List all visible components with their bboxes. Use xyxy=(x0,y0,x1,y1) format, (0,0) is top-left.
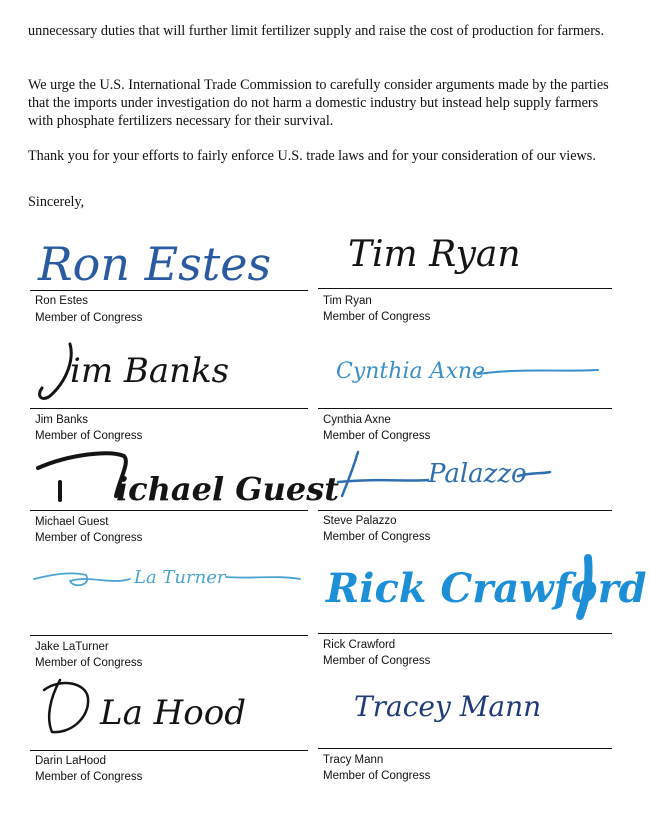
signature-line xyxy=(30,635,308,636)
letter-paragraph-2: We urge the U.S. International Trade Commission to carefully consider arguments made by the parties that the imports under investigation do not harm a domestic industry but instead help supply farmers with phosphate fertilizers necessary for their survival. xyxy=(28,77,609,129)
signature-jake-laturner-script: La Turner xyxy=(134,567,226,588)
signature-michael-guest-script: ichael Guest xyxy=(116,470,340,508)
letter-paragraph-3: Thank you for your efforts to fairly enforce U.S. trade laws and for your consideration of our views. xyxy=(28,148,596,164)
signature-cynthia-axne-script: Cynthia Axne xyxy=(336,359,486,384)
signature-darin-lahood-script: La Hood xyxy=(100,693,247,733)
signature-jim-banks xyxy=(30,338,320,408)
signature-line xyxy=(318,288,612,289)
signer-title: Member of Congress xyxy=(35,312,143,324)
signer-name: Tracy Mann xyxy=(323,754,384,766)
signature-line xyxy=(318,510,612,511)
signer-name: Ron Estes xyxy=(35,295,89,307)
signature-rick-crawford xyxy=(318,545,647,625)
signature-stroke xyxy=(34,573,130,585)
signature-jake-laturner xyxy=(30,545,320,615)
signature-steve-palazzo-script: Palazzo xyxy=(428,459,527,489)
signer-title: Member of Congress xyxy=(35,430,143,442)
signature-stroke xyxy=(226,577,300,579)
signer-title: Member of Congress xyxy=(323,430,431,442)
signer-name: Rick Crawford xyxy=(323,639,396,651)
signature-tim-ryan xyxy=(318,222,608,292)
signer-title: Member of Congress xyxy=(323,770,431,782)
signature-line xyxy=(318,633,612,634)
signer-name: Jake LaTurner xyxy=(35,641,109,653)
signature-line xyxy=(30,290,308,291)
signature-line xyxy=(318,408,612,409)
signature-tracy-mann xyxy=(318,668,608,738)
signature-cynthia-axne xyxy=(318,338,608,408)
signature-tracy-mann-script: Tracey Mann xyxy=(354,690,542,723)
signature-darin-lahood xyxy=(30,668,320,748)
signer-title: Member of Congress xyxy=(323,655,431,667)
signer-title: Member of Congress xyxy=(35,657,143,669)
signature-jim-banks-script: im Banks xyxy=(70,351,230,391)
signer-name: Michael Guest xyxy=(35,516,109,528)
signature-michael-guest xyxy=(30,442,340,512)
signer-name: Jim Banks xyxy=(35,414,89,426)
signature-ron-estes-script: Ron Estes xyxy=(38,237,272,291)
letter-closing: Sincerely, xyxy=(28,194,85,210)
signer-name: Darin LaHood xyxy=(35,755,106,767)
signature-line xyxy=(30,510,308,511)
signature-ron-estes xyxy=(30,222,320,292)
letter-paragraph-1: unnecessary duties that will further limit fertilizer supply and raise the cost of production for farmers. xyxy=(28,23,604,39)
signature-line xyxy=(318,748,612,749)
signature-tim-ryan-script: Tim Ryan xyxy=(348,234,521,275)
signature-line xyxy=(30,750,308,751)
signature-stroke xyxy=(478,370,598,374)
signer-name: Cynthia Axne xyxy=(323,414,391,426)
signer-name: Steve Palazzo xyxy=(323,515,397,527)
signature-stroke xyxy=(40,344,72,398)
signature-stroke xyxy=(44,680,88,732)
signature-line xyxy=(30,408,308,409)
signer-title: Member of Congress xyxy=(35,771,143,783)
signature-stroke xyxy=(338,480,428,482)
signature-steve-palazzo xyxy=(318,442,608,512)
signer-name: Tim Ryan xyxy=(323,295,372,307)
signer-title: Member of Congress xyxy=(323,531,431,543)
signature-stroke xyxy=(38,453,126,496)
signature-rick-crawford-script: Rick Crawford xyxy=(326,565,647,612)
signature-stroke xyxy=(342,452,358,496)
signer-title: Member of Congress xyxy=(323,311,431,323)
signer-title: Member of Congress xyxy=(35,532,143,544)
